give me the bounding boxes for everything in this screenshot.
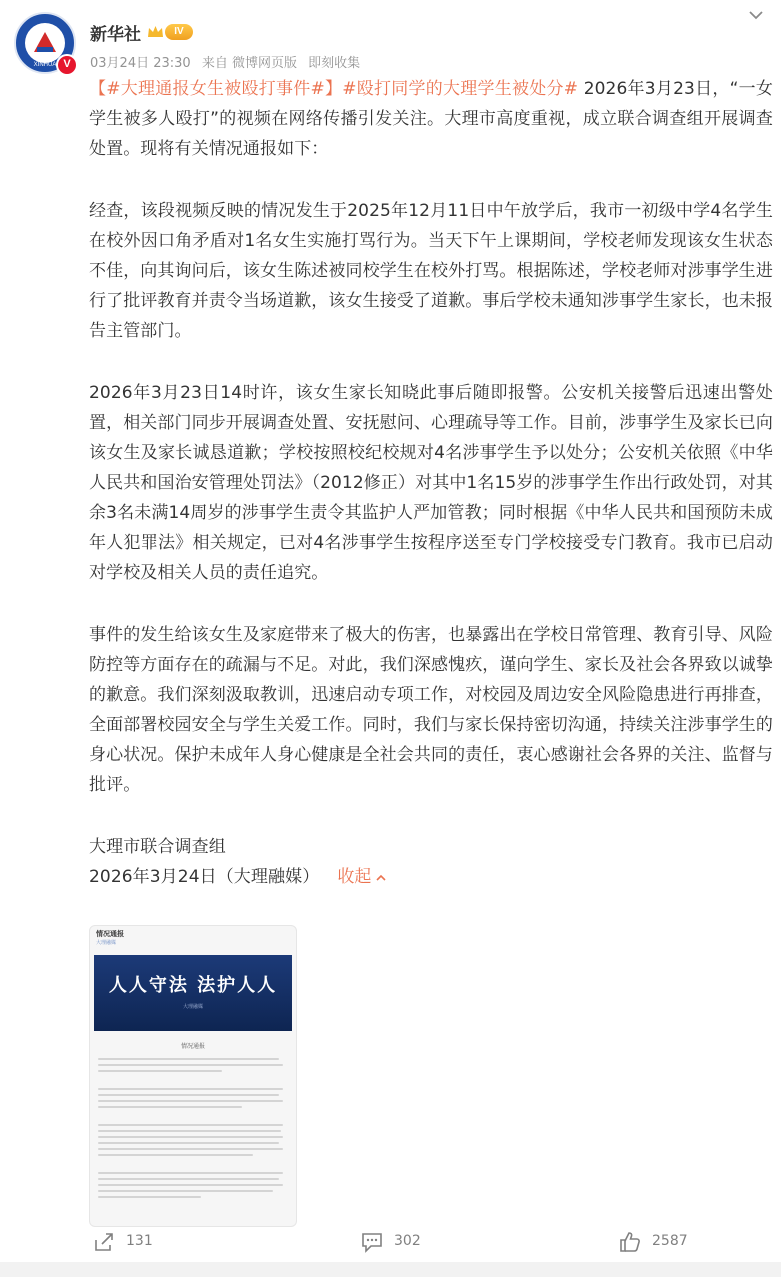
post-content xyxy=(89,74,773,892)
collapse-button[interactable] xyxy=(337,867,386,887)
post-meta xyxy=(90,52,367,71)
post-time[interactable]: 03月24日 23:30 xyxy=(90,56,191,71)
verified-icon: V xyxy=(56,54,78,76)
thumbnail-doc-title: 情况通报 xyxy=(180,1043,205,1050)
action-bar xyxy=(0,1222,781,1262)
thumbnail-header-title: 情况通报 xyxy=(96,930,124,938)
thumbs-up-icon xyxy=(618,1230,642,1254)
thumbnail-banner-sub: 大理融媒 xyxy=(182,1004,203,1010)
chevron-down-icon[interactable] xyxy=(747,8,765,22)
post-image[interactable] xyxy=(89,925,297,1227)
comment-count: 302 xyxy=(394,1233,421,1249)
crown-icon xyxy=(147,24,164,39)
comment-icon xyxy=(360,1230,384,1254)
share-icon xyxy=(92,1230,116,1254)
hashtag-link-2[interactable]: #殴打同学的大理学生被处分# xyxy=(342,79,579,99)
level-label: IV xyxy=(165,24,193,40)
post-source: 来自 微博网页版 xyxy=(201,56,297,71)
paragraph-apology: 事件的发生给该女生及家庭带来了极大的伤害，也暴露出在学校日常管理、教育引导、风险防控等方面存在的疏漏与不足。对此，我们深感愧疚，谨向学生、家长及社会各界致以诚挚的歉意。我们深刻汲取教训，迅速启动专项工作，对校园及周边安全风险隐患进行再排查，全面部署校园安全与学生关爱工作。同时，我们与家长保持密切沟通，持续关注涉事学生的身心状况。保护未成年人身心健康是全社会共同的责任，衷心感谢社会各界的关注、监督与批评。 xyxy=(89,625,773,795)
post-header xyxy=(0,0,781,80)
like-count: 2587 xyxy=(652,1233,688,1249)
thumbnail-text-lines xyxy=(90,1058,296,1198)
date-text: 2026年3月24日（大理融媒） xyxy=(89,867,320,887)
collapse-label: 收起 xyxy=(337,867,372,887)
hashtag-link-1[interactable]: 【#大理通报女生被殴打事件#】 xyxy=(89,79,343,99)
thumbnail-slogan: 人人守法 法护人人 xyxy=(108,975,278,996)
chevron-up-icon xyxy=(375,873,387,882)
intro-text: 2026年3月23日，“一女学生被多人殴打”的视频在网络传播引发关注。大理市高度重视，成立联合调查组开展调查处置。现将有关情况通报如下： xyxy=(89,79,773,159)
thumbnail-banner xyxy=(94,955,292,1031)
paragraph-investigation: 经查，该段视频反映的情况发生于2025年12月11日中午放学后，我市一初级中学4名学生在校外因口角矛盾对1名女生实施打骂行为。当天下午上课期间，学校老师发现该女生状态不佳，向其询问后，该女生陈述被同校学生在校外打骂。根据陈述，学校老师对涉事学生进行了批评教育并责令当场道歉，该女生接受了道歉。事后学校未通知涉事学生家长，也未报告主管部门。 xyxy=(89,201,773,341)
thumbnail-header-sub: 大理融媒 xyxy=(96,940,117,946)
author-name[interactable]: 新华社 xyxy=(90,25,141,45)
signature: 大理市联合调查组 xyxy=(89,837,226,857)
edit-note: 即刻收集 xyxy=(308,56,361,71)
feed-divider xyxy=(0,1262,781,1277)
paragraph-intro xyxy=(89,74,773,164)
level-badge[interactable] xyxy=(147,23,194,41)
avatar[interactable] xyxy=(14,12,76,74)
date-line xyxy=(89,862,773,892)
avatar-text: XINHUA xyxy=(33,62,57,68)
thumbnail-header xyxy=(90,926,296,951)
forward-count: 131 xyxy=(126,1233,153,1249)
paragraph-handling: 2026年3月23日14时许，该女生家长知晓此事后随即报警。公安机关接警后迅速出警处置，相关部门同步开展调查处置、安抚慰问、心理疏导等工作。目前，涉事学生及家长已向该女生及家长诚恳道歉；学校按照校纪校规对4名涉事学生予以处分；公安机关依照《中华人民共和国治安管理处罚法》（2012修正）对其中1名15岁的涉事学生作出行政处罚，对其余3名未满14周岁的涉事学生责令其监护人严加管教；同时根据《中华人民共和国预防未成年人犯罪法》相关规定，已对4名涉事学生按程序送至专门学校接受专门教育。我市已启动对学校及相关人员的责任追究。 xyxy=(89,383,773,583)
